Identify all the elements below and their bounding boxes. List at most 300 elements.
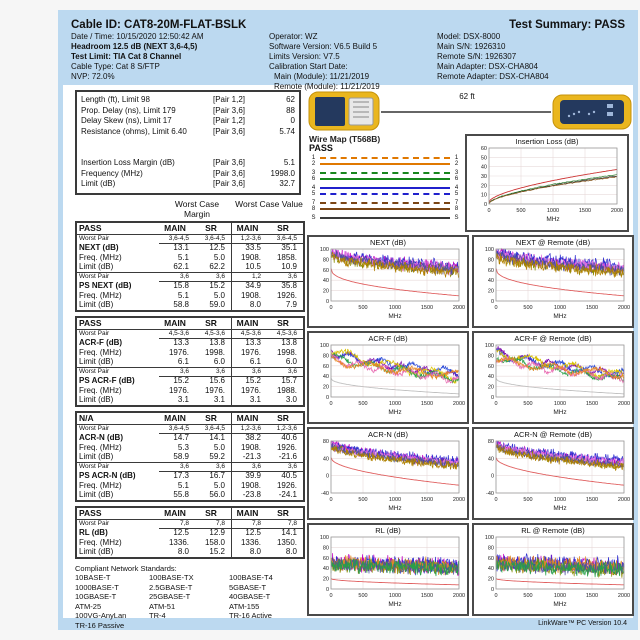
column-header: MAIN [231,508,267,519]
svg-text:0: 0 [487,208,491,214]
result-value: 3,6-4,5 [267,235,303,245]
result-value: 1976. [204,385,225,395]
summary-value: 5.1 [283,158,295,167]
svg-text:20: 20 [487,576,494,583]
result-row [77,300,303,310]
svg-text:0: 0 [494,497,498,503]
summary-label: Delay Skew (ns), Limit 17 [81,116,172,125]
svg-text:MHz: MHz [388,409,402,416]
result-row [77,452,303,462]
svg-text:1000: 1000 [388,593,402,599]
result-value: 1908. [231,481,267,491]
result-label: Worst Pair [79,462,110,470]
test-report-page [58,10,638,630]
summary-pair: [Pair 3,6] [213,168,246,178]
result-row [77,338,303,348]
result-value: 12.5 [209,243,225,252]
network-standard: 40GBASE-T [229,592,271,601]
svg-text:0: 0 [483,202,487,208]
result-value: 1976. [231,348,267,358]
chart-title: ACR-F @ Remote (dB) [514,334,592,343]
wire-number-left: 6 [311,176,316,182]
result-value: 6.1 [177,357,189,366]
result-label: NEXT (dB) [79,243,119,252]
result-value: 58.9 [173,452,189,461]
chart-title: Insertion Loss (dB) [515,137,579,146]
result-row [77,395,303,405]
network-standard: 25GBASE-T [149,592,191,601]
result-section [75,221,305,312]
report-header [63,15,633,91]
result-row [77,471,303,481]
column-header: MAIN [164,222,186,233]
summary-row [81,106,295,117]
result-value: 3,6 [267,273,303,283]
result-label: Freq. (MHz) [79,290,122,300]
limits-version: Limits Version: V7.5 [269,52,340,61]
wire-line [309,215,461,221]
result-value: 1988. [276,385,297,395]
chart-plot [474,535,632,613]
result-value: 8.0 [177,547,189,556]
result-row [77,490,303,500]
wire-number-right: 7 [454,200,459,206]
summary-label: Frequency (MHz) [81,168,143,178]
svg-text:80: 80 [487,257,494,264]
svg-text:20: 20 [480,183,487,190]
result-value: 14.1 [209,433,225,442]
chart-plot [467,146,625,230]
svg-text:1500: 1500 [585,401,599,407]
remote-adapter: Remote Adapter: DSX-CHA804 [437,72,549,81]
chart-title: RL @ Remote (dB) [521,526,585,535]
column-header: MAIN [231,318,267,329]
result-value: 3.1 [213,395,225,404]
section-status: PASS [79,507,102,518]
result-row [77,443,303,453]
summary-row [81,179,295,190]
wire-number-left: 8 [311,206,316,212]
result-value: 5.1 [177,290,189,300]
calibration-remote: Remote (Module): 11/21/2019 [274,82,380,91]
result-label: Limit (dB) [79,490,114,499]
result-value: 13.8 [281,338,297,347]
results-column [69,90,307,630]
result-value: 62.2 [209,262,225,271]
wire-conductor [320,157,450,159]
svg-text:2000: 2000 [617,305,631,311]
result-value: 158.0 [204,537,225,547]
result-value: 58.8 [173,300,189,309]
cable-length-label: 62 ft [459,92,475,101]
wire-line [309,176,461,182]
svg-text:60: 60 [322,555,329,562]
worst-case-margin-header: Worst Case Margin [174,198,220,219]
summary-pair: [Pair 3,6] [213,105,246,115]
result-label: Worst Pair [79,272,110,280]
summary-pair: [Pair 3,6] [213,126,246,136]
svg-text:1500: 1500 [578,208,592,214]
svg-text:1000: 1000 [388,497,402,503]
svg-text:60: 60 [487,363,494,370]
svg-text:0: 0 [325,473,329,480]
result-value: 1,2 [231,273,267,283]
svg-text:50: 50 [480,155,487,162]
wire-number-right: 5 [454,191,459,197]
result-value: 12.5 [173,528,189,537]
wire-conductor [320,178,450,180]
result-label: Limit (dB) [79,357,114,366]
column-header: MAIN [164,412,186,423]
chart-title: RL (dB) [375,526,401,535]
result-value: 8.0 [285,547,297,556]
svg-text:100: 100 [484,247,494,253]
result-label: Limit (dB) [79,547,114,556]
result-label: Limit (dB) [79,395,114,404]
tester-link-graphic [307,90,634,132]
result-label: Freq. (MHz) [79,480,122,490]
svg-text:1500: 1500 [420,593,434,599]
summary-label: Resistance (ohms), Limit 6.40 [81,126,187,136]
result-value: 7,8 [267,520,303,530]
wire-map [307,134,461,232]
result-value: 14.1 [281,528,297,537]
date-time: Date / Time: 10/15/2020 12:50:42 AM [71,32,204,41]
result-value: 3,6-4,5 [159,425,195,435]
result-value: 39.9 [231,471,267,481]
chart-rl_main [307,523,469,616]
result-value: 6.1 [231,357,267,367]
wire-conductor [320,187,450,189]
column-header: MAIN [231,413,267,424]
network-standard: ATM-25 [75,601,102,611]
result-value: 1998. [204,347,225,357]
result-value: 13.3 [173,338,189,347]
result-label: Freq. (MHz) [79,537,122,547]
wire-number-left: 5 [311,191,316,197]
wire-line [309,206,461,212]
result-label: Limit (dB) [79,452,114,461]
chart-title: ACR-F (dB) [368,334,408,343]
svg-text:1000: 1000 [553,593,567,599]
result-label: PS ACR-F (dB) [79,376,135,385]
svg-text:1500: 1500 [420,497,434,503]
svg-text:500: 500 [516,208,526,214]
svg-text:100: 100 [319,247,329,253]
svg-text:1000: 1000 [553,401,567,407]
summary-label: Insertion Loss Margin (dB) [81,158,175,167]
result-value: 13.8 [209,338,225,347]
svg-text:1500: 1500 [420,401,434,407]
result-label: PS ACR-N (dB) [79,471,136,480]
result-row [77,538,303,548]
svg-text:500: 500 [523,305,533,311]
svg-text:100: 100 [319,535,329,541]
svg-text:2000: 2000 [617,401,631,407]
svg-text:2000: 2000 [617,497,631,503]
result-value: 6.0 [285,357,297,366]
result-value: 5.0 [213,442,225,452]
result-value: 33.5 [231,243,267,253]
result-value: 3,6 [195,273,231,283]
wire-number-right: 1 [454,155,459,161]
summary-spacer [81,137,295,148]
chart-acrn_remote [472,427,634,520]
column-header: SR [205,507,217,518]
result-label: Worst Pair [79,424,110,432]
result-value: 3,6 [231,463,267,473]
result-row [77,367,303,377]
svg-text:80: 80 [322,257,329,264]
result-value: 1908. [231,443,267,453]
network-standard: 100BASE-TX [149,573,194,582]
result-label: Limit (dB) [79,262,114,271]
result-value: 4,5-3,6 [159,330,195,340]
result-row [77,357,303,367]
section-header-row [77,413,303,425]
svg-text:1500: 1500 [585,305,599,311]
result-value: 5.0 [213,252,225,262]
column-header: SR [205,317,217,328]
result-value: 7,8 [195,520,231,530]
column-header: MAIN [164,507,186,518]
svg-text:20: 20 [487,384,494,391]
wire-pair-group [309,155,461,167]
chart-acrf_main [307,331,469,424]
svg-text:-40: -40 [486,491,494,497]
svg-text:1000: 1000 [388,401,402,407]
result-value: 10.9 [281,262,297,271]
svg-text:-40: -40 [321,491,329,497]
svg-text:0: 0 [329,497,333,503]
svg-text:40: 40 [322,374,329,381]
summary-box [75,90,301,195]
wire-number-right: 6 [454,176,459,182]
network-standard: 2.5GBASE-T [149,582,193,592]
wire-number-right: 8 [454,206,459,212]
main-adapter: Main Adapter: DSX-CHA804 [437,62,538,71]
network-standard: 10GBASE-T [75,592,117,601]
chart-title: NEXT (dB) [369,238,407,247]
wire-number-left: 7 [311,200,316,206]
main-serial: Main S/N: 1926310 [437,42,506,51]
svg-text:40: 40 [480,164,487,171]
svg-text:40: 40 [487,456,494,463]
result-value: 3,6 [267,463,303,473]
result-value: 3.1 [177,395,189,404]
result-row [77,376,303,386]
svg-text:MHz: MHz [546,216,560,223]
svg-text:100: 100 [484,535,494,541]
result-value: 10.5 [231,262,267,272]
svg-text:20: 20 [322,384,329,391]
result-label: Worst Pair [79,519,110,527]
wire-conductor [320,163,450,165]
network-standard: 100BASE-T4 [229,573,273,582]
result-value: 3,6 [159,463,195,473]
network-standard: 100VG-AnyLan [75,611,127,620]
result-value: 13.3 [231,338,267,348]
network-standard: 10BASE-T [75,573,111,582]
result-value: 3,6-4,5 [159,235,195,245]
result-value: 15.2 [231,376,267,386]
wire-conductor [320,172,450,174]
graphics-column [307,90,634,616]
test-limit: Test Limit: TIA Cat 8 Channel [71,52,182,61]
result-row [77,262,303,272]
svg-text:20: 20 [487,288,494,295]
svg-text:80: 80 [487,439,494,445]
column-header: SR [277,412,289,423]
software-credit: LinkWare™ PC Version 10.4 [538,620,627,627]
result-row [77,253,303,263]
summary-pair: [Pair 1,2] [213,116,246,125]
column-header: SR [205,412,217,423]
result-row [77,243,303,253]
svg-text:0: 0 [325,587,329,593]
result-value: 17.3 [173,471,189,480]
result-value: 55.8 [173,490,189,499]
svg-text:0: 0 [329,401,333,407]
calibration-main: Main (Module): 11/21/2019 [274,72,370,81]
result-label: Freq. (MHz) [79,252,122,262]
result-row [77,235,303,244]
summary-row [81,116,295,127]
svg-text:0: 0 [490,587,494,593]
summary-label: Length (ft), Limit 98 [81,95,150,104]
svg-text:2000: 2000 [610,208,624,214]
result-value: 5.1 [177,252,189,262]
chart-next_main [307,235,469,328]
result-value: 1908. [231,291,267,301]
result-row [77,433,303,443]
result-value: 1926. [276,290,297,300]
svg-text:80: 80 [322,545,329,552]
result-value: -21.6 [278,452,297,461]
svg-text:1500: 1500 [585,497,599,503]
svg-text:0: 0 [329,305,333,311]
operator: Operator: WZ [269,32,318,41]
result-value: 3,6-4,5 [195,425,231,435]
network-standard: TR-16 Passive [75,620,125,630]
wire-number-left: 4 [311,185,316,191]
svg-text:1000: 1000 [553,497,567,503]
result-value: 56.0 [209,490,225,499]
network-standard: ATM-51 [149,601,176,611]
svg-text:2000: 2000 [452,305,466,311]
result-value: 7.9 [285,300,297,309]
result-label: PS NEXT (dB) [79,281,132,290]
result-value: 15.2 [209,547,225,556]
svg-text:MHz: MHz [388,601,402,608]
svg-text:40: 40 [322,566,329,573]
result-value: 59.0 [209,300,225,309]
result-value: 5.0 [213,480,225,490]
result-value: 12.5 [231,528,267,538]
result-section [75,411,305,502]
summary-pair: [Pair 1,2] [213,95,246,104]
result-label: ACR-F (dB) [79,338,123,347]
svg-text:MHz: MHz [388,313,402,320]
result-value: 3,6 [195,368,231,378]
nvp: NVP: 72.0% [71,72,115,81]
result-value: 3,6 [231,368,267,378]
cable-type: Cable Type: Cat 8 S/FTP [71,62,160,71]
result-value: 15.2 [209,281,225,290]
wire-line [309,191,461,197]
result-value: 15.6 [209,376,225,385]
result-row [77,425,303,434]
svg-text:60: 60 [487,267,494,274]
chart-plot [474,247,632,325]
summary-value: 0 [290,116,295,125]
result-label: Freq. (MHz) [79,347,122,357]
chart-plot [309,247,467,325]
section-status: PASS [79,222,102,233]
svg-text:1500: 1500 [420,305,434,311]
section-header-row [77,318,303,330]
svg-text:60: 60 [487,555,494,562]
model: Model: DSX-8000 [437,32,501,41]
svg-text:0: 0 [325,299,329,305]
svg-text:40: 40 [322,456,329,463]
result-row [77,462,303,472]
section-status: N/A [79,412,94,423]
result-value: 5.1 [177,480,189,490]
result-value: 7,8 [231,520,267,530]
result-row [77,272,303,282]
svg-text:500: 500 [523,593,533,599]
section-header-row [77,223,303,235]
remote-serial: Remote S/N: 1926307 [437,52,517,61]
result-value: 3,6 [195,463,231,473]
svg-text:500: 500 [358,593,368,599]
wire-pair-group [309,185,461,197]
wire-line [309,161,461,167]
svg-text:0: 0 [494,401,498,407]
wire-pair-group [309,200,461,212]
worst-case-value-header: Worst Case Value [235,198,303,209]
section-status: PASS [79,317,102,328]
network-standard [149,621,229,631]
network-standard: 5GBASE-T [229,582,267,592]
result-value: 4,5-3,6 [267,330,303,340]
svg-text:0: 0 [494,305,498,311]
summary-value: 32.7 [279,179,295,188]
network-standard: TR-4 [149,611,166,620]
wire-number-left: 2 [311,161,316,167]
svg-text:MHz: MHz [553,601,567,608]
result-value: 8.0 [231,300,267,310]
result-row [77,330,303,339]
result-value: 8.0 [231,547,267,557]
svg-text:10: 10 [480,192,487,199]
result-label: Worst Pair [79,367,110,375]
result-label: Freq. (MHz) [79,442,122,452]
headroom: Headroom 12.5 dB (NEXT 3,6-4,5) [71,42,198,51]
result-value: -23.8 [231,490,267,500]
result-value: 1336. [168,537,189,547]
wire-pair-group [309,170,461,182]
chart-title: NEXT @ Remote (dB) [515,238,591,247]
svg-text:80: 80 [487,353,494,360]
result-value: 1,2-3,6 [231,425,267,435]
svg-text:1500: 1500 [585,593,599,599]
summary-row [81,169,295,180]
svg-text:100: 100 [319,343,329,349]
wire-number-left: S [311,215,316,221]
chart-acrf_remote [472,331,634,424]
